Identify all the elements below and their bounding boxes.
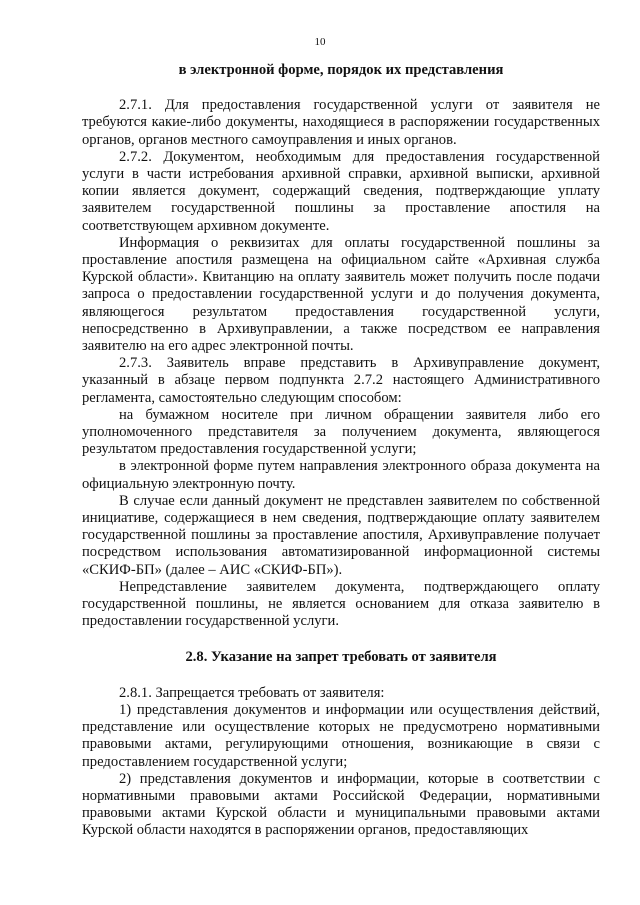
list-item-2: 2) представления документов и информации, которые в соответствии с нормативными правовыми актами Российской Федерации, нормативными правовыми актами Курской области и муниципальными правовыми актами Курской области находятся в распоряжении органов, предоставляющих [82,770,600,839]
section-heading-2-8: 2.8. Указание на запрет требовать от заявителя [185,648,497,665]
paragraph-2-7-1: 2.7.1. Для предоставления государственной услуги от заявителя не требуются какие-либо документы, находящиеся в распоряжении государственных органов, органов местного самоуправления и иных органов. [82,97,600,148]
paragraph-not-submitted-case: В случае если данный документ не представлен заявителем по собственной инициативе, содержащиеся в нем сведения, подтверждающие оплату заявителем государственной пошлины за проставление апостиля, Архивуправление получает посредством использования автоматизированной информационной системы «СКИФ-БП» (далее – АИС «СКИФ-БП»). [82,492,600,578]
top-heading: в электронной форме, порядок их представления [178,62,504,78]
paragraph-paper-submission: на бумажном носителе при личном обращении заявителя либо его уполномоченного представителя за получением документа, являющегося результатом предоставления государственной услуги; [82,406,600,458]
paragraph-electronic-submission: в электронной форме путем направления электронного образа документа на официальную электронную почту. [82,458,600,492]
paragraph-2-7-3: 2.7.3. Заявитель вправе представить в Архивуправление документ, указанный в абзаце первом подпункта 2.7.2 настоящего Административного регламента, самостоятельно следующим способом: [82,355,600,406]
paragraph-requisites-info: Информация о реквизитах для оплаты государственной пошлины за проставление апостиля размещена на официальном сайте «Архивная служба Курской области». Квитанцию на оплату заявитель может получить после подачи запроса о предоставлении государственной услуги и до получения документа, являющегося результатом предоставления государственной услуги, непосредственно в Архивуправлении, а также посредством ее направления заявителю на его адрес электронной почты. [82,234,600,355]
paragraph-2-7-2: 2.7.2. Документом, необходимым для предоставления государственной услуги в части истребования архивной справки, архивной выписки, архивной копии является документ, содержащий сведения, подтверждающие уплату заявителем государственной пошлины за проставление апостиля на соответствующем архивном документе. [82,148,600,234]
list-item-1: 1) представления документов и информации или осуществления действий, представление или осуществление которых не предусмотрено нормативными правовыми актами, регулирующими отношения, возникающие в связи с предоставлением государственной услуги; [82,701,600,770]
page-content [82,62,600,840]
paragraph-2-8-1: 2.8.1. Запрещается требовать от заявителя: [119,684,385,701]
page-number: 10 [314,36,326,48]
paragraph-non-submission: Непредставление заявителем документа, подтверждающего оплату государственной пошлины, не является основанием для отказа заявителю в предоставлении государственной услуги. [82,578,600,630]
